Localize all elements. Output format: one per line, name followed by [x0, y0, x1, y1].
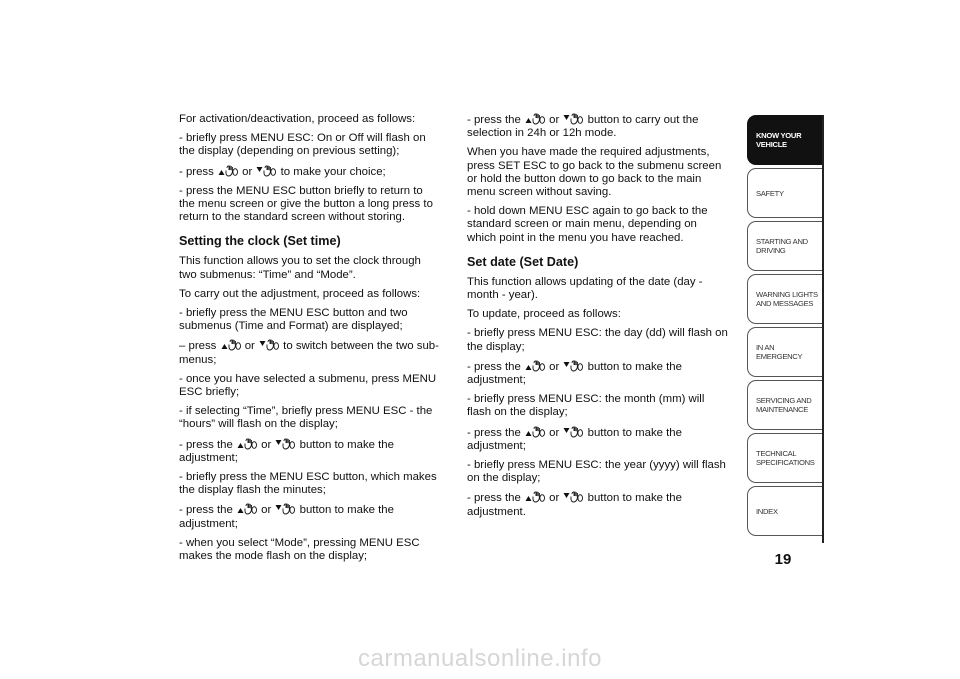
tab-label: KNOW YOUR VEHICLE — [756, 131, 802, 149]
text-run: button to make the adjustment; — [179, 504, 394, 530]
up-arrow-button-icon — [221, 339, 241, 351]
paragraph: For activation/deactivation, proceed as follows: — [179, 113, 416, 125]
text-run: button to make the adjustment; — [467, 360, 682, 387]
text-run: or — [238, 165, 256, 178]
text-run: button to carry out the selection in 24h or 12h mode. — [467, 114, 699, 140]
paragraph: - briefly press the MENU ESC button and two submenus (Time and Format) are displayed; — [179, 307, 408, 333]
text-run: - press the — [179, 438, 236, 451]
paragraph — [179, 165, 441, 179]
paragraph: - briefly press MENU ESC: the year (yyyy) will flash on the display; — [467, 459, 726, 485]
up-arrow-button-icon — [237, 503, 257, 515]
up-arrow-button-icon — [218, 165, 238, 177]
page-number: 19 — [774, 551, 792, 568]
paragraph: This function allows you to set the clock through two submenus: “Time” and “Mode”. — [179, 255, 421, 281]
paragraph: To carry out the adjustment, proceed as follows: — [179, 287, 421, 300]
tab-technical-specifications[interactable] — [747, 433, 823, 483]
down-arrow-button-icon — [563, 491, 583, 503]
paragraph: - briefly press MENU ESC: the month (mm) will flash on the display; — [467, 393, 705, 419]
tab-label: STARTING AND DRIVING — [756, 237, 808, 255]
text-run: to switch between the two sub-menus; — [179, 340, 439, 366]
paragraph: - briefly press MENU ESC: the day (dd) will flash on the display; — [467, 327, 728, 353]
down-arrow-button-icon — [275, 503, 295, 515]
down-arrow-button-icon — [563, 113, 583, 125]
paragraph: - when you select “Mode”, pressing MENU ESC makes the mode flash on the display; — [179, 536, 420, 563]
paragraph: To update, proceed as follows: — [467, 308, 621, 321]
text-run: - press the — [467, 114, 524, 126]
paragraph: - press the MENU ESC button briefly to return to the menu screen or give the button a long press to return to the standard screen without storing. — [179, 184, 433, 224]
tab-servicing-and-maintenance[interactable] — [747, 380, 823, 430]
down-arrow-button-icon — [256, 165, 276, 177]
text-run: button to make the adjustment; — [467, 426, 682, 452]
paragraph: When you have made the required adjustments, press SET ESC to go back to the submenu screen or hold the button down to go back to the main menu screen without saving. — [467, 146, 722, 199]
paragraph — [467, 426, 729, 453]
tab-label: IN AN EMERGENCY — [756, 343, 803, 361]
paragraph — [179, 438, 441, 465]
down-arrow-button-icon — [563, 426, 583, 438]
paragraph: - if selecting “Time”, briefly press MENU ESC - the “hours” will flash on the display; — [179, 405, 433, 431]
text-run: – press — [179, 340, 220, 353]
tab-label: TECHNICAL SPECIFICATIONS — [756, 449, 815, 467]
up-arrow-button-icon — [525, 491, 545, 503]
paragraph — [467, 113, 729, 140]
paragraph: - once you have selected a submenu, press MENU ESC briefly; — [179, 372, 437, 399]
text-run: or — [257, 504, 275, 517]
text-run: or — [545, 360, 563, 373]
paragraph — [467, 360, 729, 387]
watermark: carmanualsonline.info — [358, 645, 602, 672]
tab-know-your-vehicle[interactable] — [747, 115, 823, 165]
tab-label: WARNING LIGHTS AND MESSAGES — [756, 290, 818, 308]
tab-safety[interactable] — [747, 168, 823, 218]
down-arrow-button-icon — [259, 339, 279, 351]
tab-label: SAFETY — [756, 188, 784, 198]
text-run: to make your choice; — [277, 165, 386, 178]
up-arrow-button-icon — [525, 113, 545, 125]
tab-index[interactable] — [747, 486, 823, 536]
text-run: or — [257, 438, 275, 451]
tab-label: INDEX — [756, 506, 778, 516]
text-run: button to make the adjustment; — [179, 438, 394, 464]
tab-starting-and-driving[interactable] — [747, 221, 823, 271]
paragraph — [179, 503, 441, 530]
paragraph: - briefly press MENU ESC: On or Off will flash on the display (depending on previous setting); — [179, 132, 426, 158]
tab-in-an-emergency[interactable] — [747, 327, 823, 377]
text-run: button to make the adjustment. — [467, 492, 682, 518]
tab-warning-lights-and-messages[interactable] — [747, 274, 823, 324]
text-run: or — [545, 492, 563, 505]
left-column — [179, 113, 441, 569]
paragraph — [179, 339, 441, 366]
chapter-tabs — [747, 115, 823, 539]
paragraph: This function allows updating of the date (day - month - year). — [467, 275, 703, 302]
up-arrow-button-icon — [525, 426, 545, 438]
paragraph: - briefly press the MENU ESC button, which makes the display flash the minutes; — [179, 471, 437, 497]
text-run: - press the — [179, 504, 236, 517]
right-column — [467, 113, 729, 525]
down-arrow-button-icon — [275, 438, 295, 450]
tab-label: SERVICING AND MAINTENANCE — [756, 396, 812, 414]
up-arrow-button-icon — [237, 438, 257, 450]
text-run: - press the — [467, 492, 524, 505]
section-heading: Set date (Set Date) — [467, 254, 579, 269]
tab-divider-line — [822, 115, 824, 543]
text-run: - press the — [467, 360, 524, 373]
text-run: - press — [179, 165, 217, 178]
text-run: - press the — [467, 426, 524, 439]
text-run: or — [241, 340, 258, 353]
text-run: or — [545, 114, 563, 126]
up-arrow-button-icon — [525, 360, 545, 372]
paragraph: - hold down MENU ESC again to go back to the standard screen or main menu, depending on which point in the menu you have reached. — [467, 205, 708, 244]
paragraph — [467, 491, 729, 518]
section-heading: Setting the clock (Set time) — [179, 234, 341, 249]
down-arrow-button-icon — [563, 360, 583, 372]
text-run: or — [545, 426, 563, 439]
